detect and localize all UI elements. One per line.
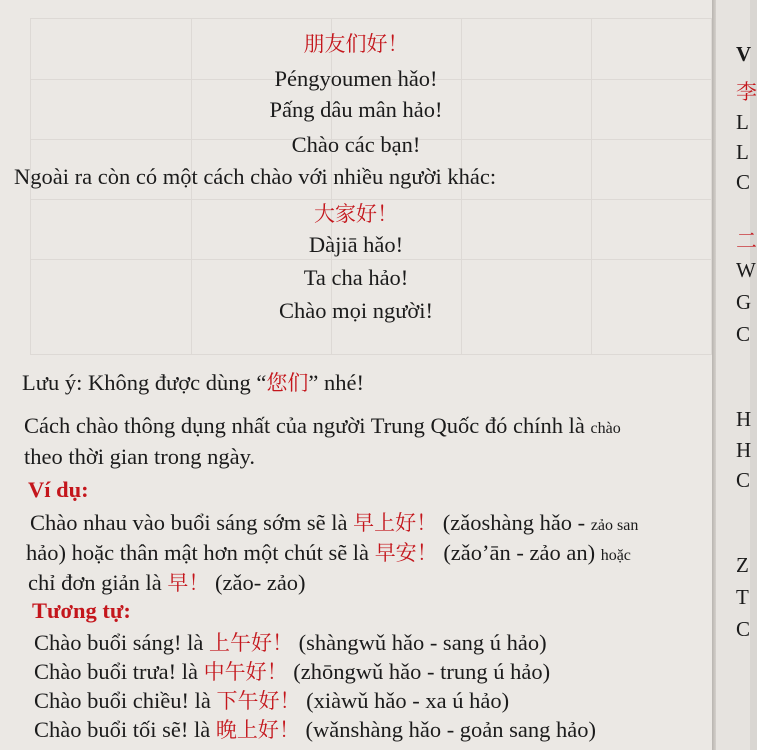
- next-page-letter: C: [736, 617, 751, 641]
- similar-hanzi: 下午好！: [216, 689, 301, 713]
- next-page-edge: [716, 0, 757, 750]
- next-page-letter: L: [736, 110, 749, 134]
- note-after: ” nhé!: [308, 370, 364, 395]
- next-page-letter: T: [736, 585, 749, 609]
- example-text-3: chỉ đơn giản là: [28, 570, 168, 595]
- similar-heading: Tương tự:: [32, 598, 131, 623]
- similar-row: [34, 627, 547, 657]
- next-page-letter: H: [736, 438, 752, 462]
- next-page-letter: L: [736, 140, 749, 164]
- example-hanzi-2: 早安！: [374, 541, 438, 565]
- similar-pinyin: (shàngwǔ hǎo - sang ú hảo): [292, 630, 547, 655]
- similar-hanzi: 中午好！: [203, 660, 288, 684]
- greet-friends-meaning: Chào các bạn!: [291, 132, 421, 157]
- example-pinyin-2: (zǎo’ān - zảo an): [437, 540, 596, 565]
- example-pinyin-1: (zǎoshàng hǎo -: [437, 510, 591, 535]
- example-hanzi-3: 早！: [167, 571, 210, 595]
- greet-friends-reading: Pấng dâu mân hảo!: [269, 97, 443, 122]
- next-page-letter: 二: [736, 229, 757, 253]
- next-page-letter: C: [736, 322, 751, 346]
- similar-row: [34, 685, 509, 715]
- greet-everyone-hanzi: 大家好！: [314, 202, 398, 226]
- note-hanzi: 您们: [266, 371, 309, 395]
- note-line: [22, 367, 364, 397]
- example-text-1: Chào nhau vào buổi sáng sớm sẽ là: [30, 510, 354, 535]
- greet-everyone-reading: Ta cha hảo!: [303, 265, 409, 290]
- next-page-letter: Z: [736, 553, 749, 577]
- example-line-2: [26, 537, 631, 567]
- example-hanzi-1: 早上好！: [353, 511, 438, 535]
- greet-everyone-meaning: Chào mọi người!: [278, 298, 434, 323]
- intro-line-2: theo thời gian trong ngày.: [24, 444, 256, 469]
- greet-friends-hanzi: 朋友们好！: [303, 32, 409, 56]
- similar-text: Chào buổi chiều! là: [34, 688, 217, 713]
- similar-row: [34, 656, 550, 686]
- example-pinyin-3: (zǎo- zảo): [209, 570, 306, 595]
- next-page-letter: C: [736, 468, 751, 492]
- example-heading: Ví dụ:: [28, 477, 89, 502]
- example-cut-2: hoặc: [600, 547, 631, 564]
- example-line-1: [30, 507, 638, 537]
- similar-pinyin: (wǎnshàng hǎo - goản sang hảo): [299, 717, 597, 742]
- similar-text: Chào buổi trưa! là: [34, 659, 204, 684]
- next-page-letter: V: [736, 42, 752, 66]
- other-way-text: Ngoài ra còn có một cách chào với nhiều người khác:: [14, 164, 497, 189]
- similar-text: Chào buổi tối sẽ! là: [34, 717, 216, 742]
- similar-hanzi: 晚上好！: [215, 718, 300, 742]
- greet-friends-pinyin: Péngyoumen hǎo!: [274, 66, 438, 91]
- next-page-letter: C: [736, 170, 751, 194]
- example-text-2: hảo) hoặc thân mật hơn một chút sẽ là: [26, 540, 375, 565]
- next-page-letter: H: [736, 407, 752, 431]
- next-page-letter: 李: [736, 80, 757, 104]
- similar-pinyin: (zhōngwǔ hǎo - trung ú hảo): [287, 659, 551, 684]
- note-before: Lưu ý: Không được dùng “: [22, 370, 267, 395]
- example-cut-1: zảo san: [590, 517, 639, 534]
- intro-line-1: [24, 413, 621, 439]
- similar-text: Chào buổi sáng! là: [34, 630, 209, 655]
- example-line-3: [28, 567, 306, 597]
- similar-row: [34, 714, 596, 744]
- similar-hanzi: 上午好！: [208, 631, 293, 655]
- similar-pinyin: (xiàwǔ hǎo - xa ú hảo): [300, 688, 510, 713]
- intro-text-1-cut: chào: [590, 420, 621, 437]
- next-page-letter: G: [736, 290, 752, 314]
- intro-text-1: Cách chào thông dụng nhất của người Trung Quốc đó chính là: [24, 413, 585, 438]
- greet-everyone-pinyin: Dàjiā hǎo!: [308, 232, 404, 257]
- next-page-letter: W: [736, 258, 756, 282]
